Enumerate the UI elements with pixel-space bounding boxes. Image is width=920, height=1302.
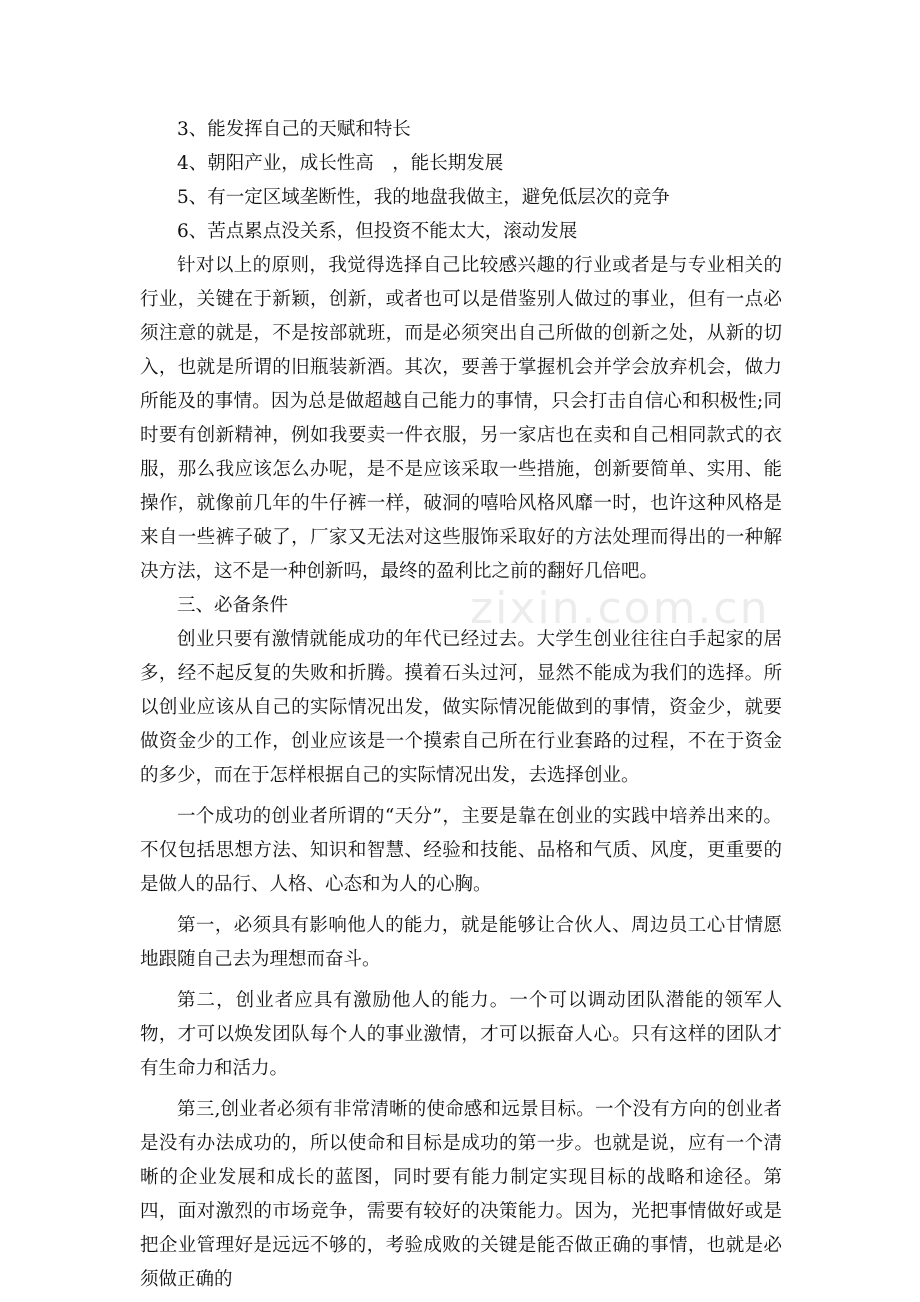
- paragraph-second: 第二，创业者应具有激励他人的能力。一个可以调动团队潜能的领军人物，才可以焕发团队每个人的事业激情，才可以振奋人心。只有这样的团队才有生命力和活力。: [140, 990, 782, 1079]
- list-item-6: 6、苦点累点没关系，但投资不能太大，滚动发展: [177, 221, 578, 242]
- list-item-4: 4、朝阳产业，成长性高 ，能长期发展: [177, 153, 504, 174]
- watermark: zixin.com.cn: [470, 583, 770, 634]
- list-item-5: 5、有一定区域垄断性，我的地盘我做主，避免低层次的竞争: [177, 187, 670, 208]
- paragraph-first: 第一，必须具有影响他人的能力，就是能够让合伙人、周边员工心甘情愿地跟随自己去为理想而奋斗。: [140, 915, 782, 970]
- paragraph-passion: 创业只要有激情就能成功的年代已经过去。大学生创业往往白手起家的居多，经不起反复的失败和折腾。摸着石头过河，显然不能成为我们的选择。所以创业应该从自己的实际情况出发，做实际情况能做到的事情，资金少，就要做资金少的工作，创业应该是一个摸索自己所在行业套路的过程，不在于资金的多少，而在于怎样根据自己的实际情况出发，去选择创业。: [140, 629, 782, 786]
- document-body: [140, 113, 782, 1297]
- paragraph-third: 第三,创业者必须有非常清晰的使命感和远景目标。一个没有方向的创业者是没有办法成功的，所以使命和目标是成功的第一步。也就是说，应有一个清晰的企业发展和成长的蓝图，同时要有能力制定实现目标的战略和途径。第四，面对激烈的市场竞争，需要有较好的决策能力。因为，光把事情做好或是把企业管理好是远远不够的，考验成败的关键是能否做正确的事情，也就是必须做正确的: [140, 1099, 782, 1290]
- paragraph-principles: 针对以上的原则，我觉得选择自己比较感兴趣的行业或者是与专业相关的行业，关键在于新颖，创新，或者也可以是借鉴别人做过的事业，但有一点必须注意的就是，不是按部就班，而是必须突出自己所做的创新之处，从新的切入，也就是所谓的旧瓶装新酒。其次，要善于掌握机会并学会放弃机会，做力所能及的事情。因为总是做超越自己能力的事情，只会打击自信心和积极性;同时要有创新精神，例如我要卖一件衣服，另一家店也在卖和自己相同款式的衣服，那么我应该怎么办呢，是不是应该采取一些措施，创新要简单、实用、能操作，就像前几年的牛仔裤一样，破洞的嘻哈风格风靡一时，也许这种风格是来自一些裤子破了，厂家又无法对这些服饰采取好的方法处理而得出的一种解决方法，这不是一种创新吗，最终的盈利比之前的翻好几倍吧。: [140, 255, 782, 582]
- paragraph-talent: 一个成功的创业者所谓的“天分”，主要是靠在创业的实践中培养出来的。不仅包括思想方法、知识和智慧、经验和技能、品格和气质、风度，更重要的是做人的品行、人格、心态和为人的心胸。: [140, 806, 782, 895]
- section-heading-requirements: 三、必备条件: [177, 595, 289, 616]
- list-item-3: 3、能发挥自己的天赋和特长: [177, 119, 411, 140]
